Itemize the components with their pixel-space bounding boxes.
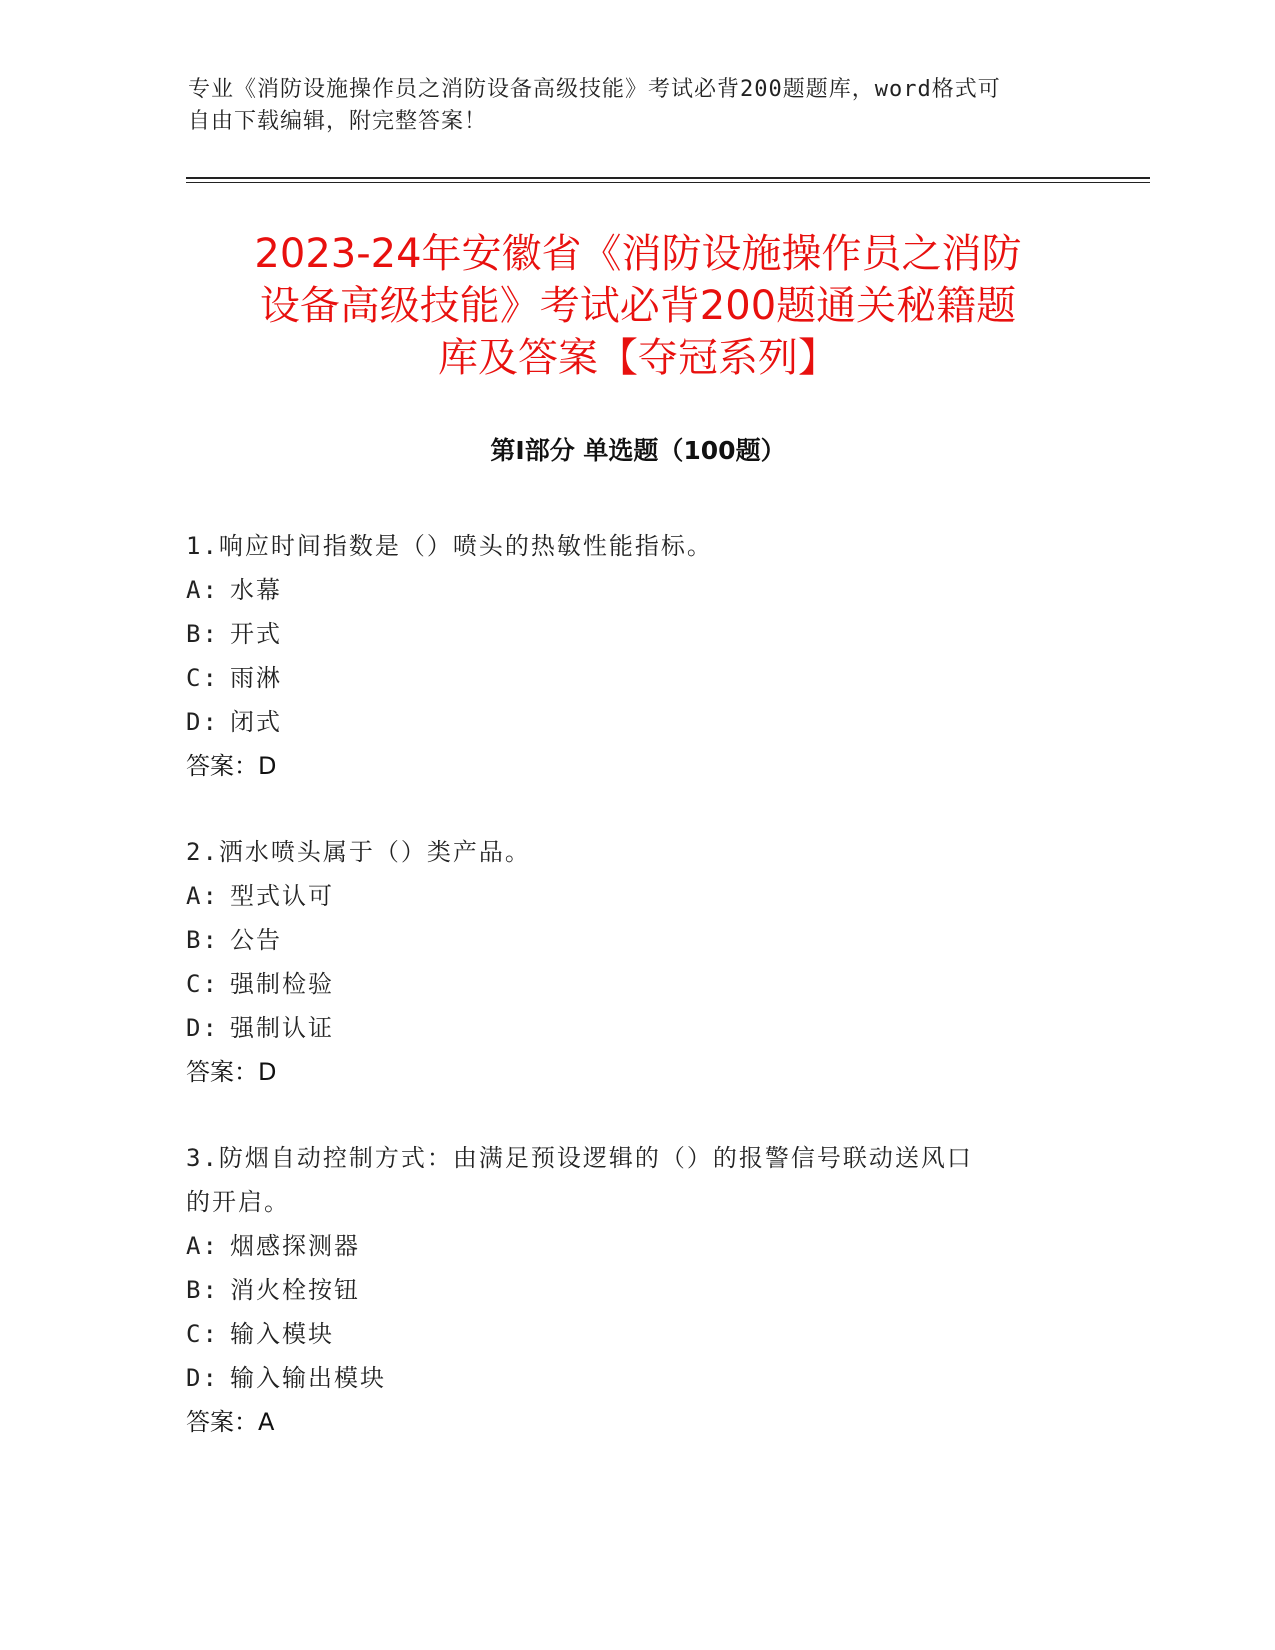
answer-option: [186, 656, 1066, 700]
answer-option: [186, 700, 1066, 744]
header-rule-thin: [186, 182, 1150, 183]
option-key: D:: [186, 1014, 219, 1042]
document-title: [186, 228, 1090, 384]
question-1: [186, 524, 1066, 788]
header-rule-thick: [186, 177, 1150, 179]
section-title: 第Ⅰ部分 单选题（100题）: [490, 436, 786, 465]
option-key: A:: [186, 576, 219, 604]
question-2: [186, 830, 1066, 1094]
option-key: D:: [186, 708, 219, 736]
answer-option: [186, 568, 1066, 612]
option-key: C:: [186, 1320, 219, 1348]
answer-option: [186, 1312, 1066, 1356]
answer-option: [186, 612, 1066, 656]
option-text: 强制检验: [230, 970, 334, 998]
question-answer: 答案：D: [186, 1058, 277, 1086]
question-list: [186, 524, 1066, 1486]
option-text: 输入模块: [230, 1320, 334, 1348]
header-note: [188, 74, 1068, 138]
option-text: 水幕: [230, 576, 282, 604]
option-text: 强制认证: [230, 1014, 334, 1042]
answer-option: [186, 1268, 1066, 1312]
question-stem-line: 1.响应时间指数是（）喷头的热敏性能指标。: [186, 532, 713, 560]
answer-option: [186, 1356, 1066, 1400]
document-title-line-3: 库及答案【夺冠系列】: [438, 335, 838, 381]
question-stem-line: 的开启。: [186, 1188, 290, 1216]
answer-option: [186, 874, 1066, 918]
option-text: 开式: [230, 620, 282, 648]
question-stem-line: 3.防烟自动控制方式：由满足预设逻辑的（）的报警信号联动送风口: [186, 1144, 973, 1172]
option-key: B:: [186, 620, 219, 648]
option-text: 闭式: [230, 708, 282, 736]
document-title-line-2: 设备高级技能》考试必背200题通关秘籍题: [259, 283, 1017, 329]
option-key: A:: [186, 1232, 219, 1260]
option-text: 雨淋: [230, 664, 282, 692]
header-note-line-2: 自由下载编辑，附完整答案！: [188, 109, 488, 134]
header-note-line-1: 专业《消防设施操作员之消防设备高级技能》考试必背200题题库，word格式可: [188, 77, 1001, 102]
option-text: 输入输出模块: [230, 1364, 386, 1392]
option-key: B:: [186, 926, 219, 954]
option-text: 公告: [230, 926, 282, 954]
option-key: D:: [186, 1364, 219, 1392]
option-key: A:: [186, 882, 219, 910]
question-3: [186, 1136, 1066, 1444]
option-text: 消火栓按钮: [230, 1276, 360, 1304]
answer-option: [186, 918, 1066, 962]
option-key: B:: [186, 1276, 219, 1304]
question-stem-line: 2.洒水喷头属于（）类产品。: [186, 838, 531, 866]
question-answer: 答案：A: [186, 1408, 275, 1436]
option-text: 烟感探测器: [230, 1232, 360, 1260]
option-key: C:: [186, 970, 219, 998]
question-answer: 答案：D: [186, 752, 277, 780]
document-title-line-1: 2023-24年安徽省《消防设施操作员之消防: [254, 231, 1022, 277]
option-key: C:: [186, 664, 219, 692]
answer-option: [186, 962, 1066, 1006]
option-text: 型式认可: [230, 882, 334, 910]
answer-option: [186, 1006, 1066, 1050]
answer-option: [186, 1224, 1066, 1268]
